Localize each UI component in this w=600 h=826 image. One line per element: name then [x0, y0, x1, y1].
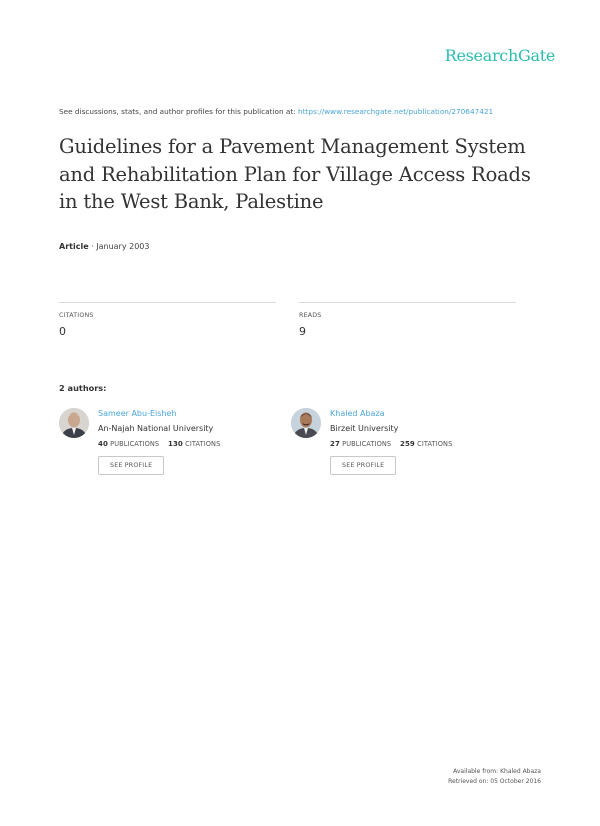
author-name-link[interactable]: Sameer Abu-Eisheh — [98, 409, 177, 418]
author-stats — [98, 440, 220, 448]
reads-stat — [299, 302, 516, 338]
article-meta — [59, 242, 149, 251]
publications-label: PUBLICATIONS — [110, 440, 160, 448]
discussions-line — [59, 107, 493, 116]
authors-heading: 2 authors: — [59, 383, 107, 393]
author-card — [59, 408, 279, 488]
avatar[interactable] — [59, 408, 89, 438]
author-citations-label: CITATIONS — [185, 440, 221, 448]
author-institution: An-Najah National University — [98, 424, 214, 433]
publications-count: 27 — [330, 440, 340, 448]
person-photo-icon — [59, 408, 89, 438]
see-profile-button[interactable]: SEE PROFILE — [330, 456, 396, 475]
publications-label: PUBLICATIONS — [342, 440, 392, 448]
see-profile-button[interactable]: SEE PROFILE — [98, 456, 164, 475]
person-photo-icon — [291, 408, 321, 438]
discussions-text: See discussions, stats, and author profiles for this publication at: — [59, 107, 299, 116]
reads-count: 9 — [299, 325, 306, 338]
author-institution: Birzeit University — [330, 424, 399, 433]
available-from: Available from: Khaled Abaza — [453, 768, 541, 775]
retrieval-footer — [448, 767, 541, 787]
citations-label: CITATIONS — [59, 312, 94, 319]
author-citations-label: CITATIONS — [417, 440, 453, 448]
publications-count: 40 — [98, 440, 108, 448]
citations-count: 0 — [59, 325, 66, 338]
researchgate-logo[interactable]: ResearchGate — [444, 46, 555, 65]
author-citations-count: 259 — [399, 440, 415, 448]
article-date: · January 2003 — [88, 242, 150, 251]
citations-stat — [59, 302, 276, 338]
reads-label: READS — [299, 312, 322, 319]
author-citations-count: 130 — [167, 440, 183, 448]
author-card — [291, 408, 511, 488]
avatar[interactable] — [291, 408, 321, 438]
publication-link[interactable]: https://www.researchgate.net/publication/270647421 — [298, 107, 494, 116]
article-type: Article — [59, 242, 89, 251]
author-stats — [330, 440, 452, 448]
retrieved-on: Retrieved on: 05 October 2016 — [448, 778, 541, 785]
author-name-link[interactable]: Khaled Abaza — [330, 409, 385, 418]
page-title: Guidelines for a Pavement Management System and Rehabilitation Plan for Village Access Roads in the West Bank, Palestine — [59, 135, 531, 213]
